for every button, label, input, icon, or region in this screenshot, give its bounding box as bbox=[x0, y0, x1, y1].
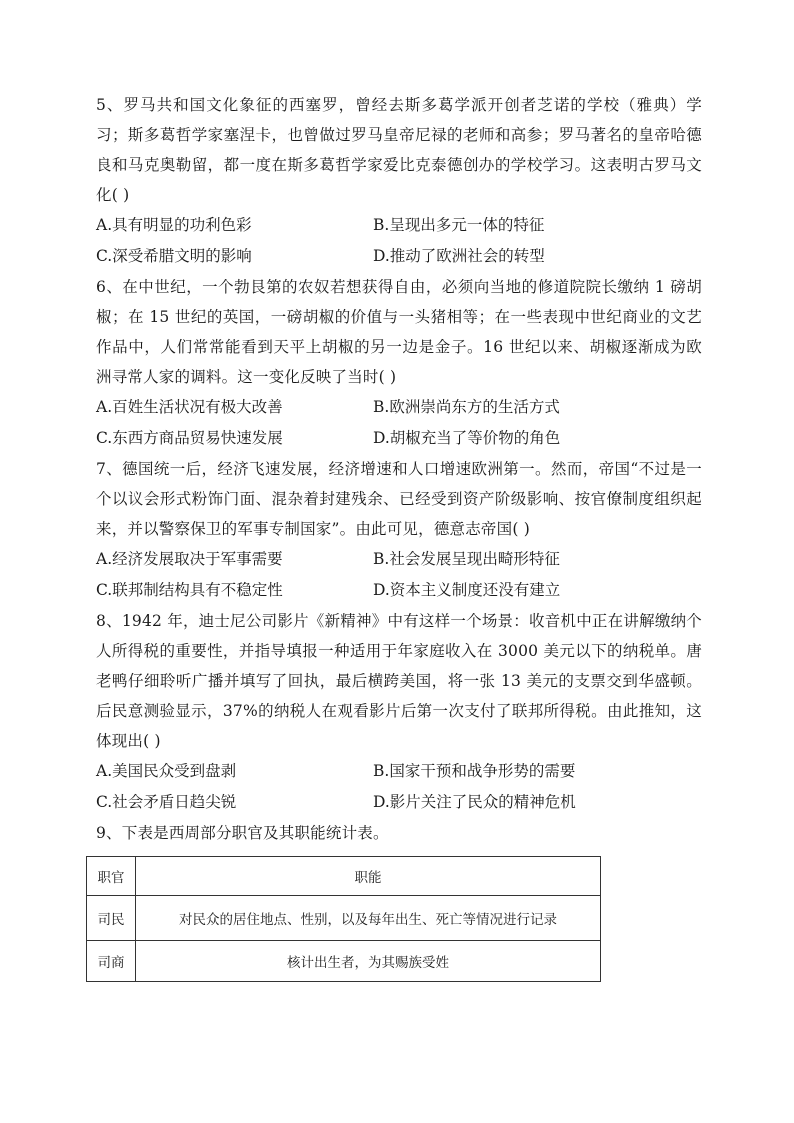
answer-options bbox=[96, 756, 702, 818]
table-header-row bbox=[87, 857, 601, 896]
option-d: D.资本主义制度还没有建立 bbox=[373, 581, 561, 599]
table-row bbox=[87, 896, 601, 941]
option-b: B.社会发展呈现出畸形特征 bbox=[373, 550, 560, 568]
option-c: C.东西方商品贸易快速发展 bbox=[96, 429, 283, 447]
answer-options bbox=[96, 544, 702, 606]
option-b: B.呈现出多元一体的特征 bbox=[373, 216, 545, 234]
question-stem: 9、下表是西周部分职官及其职能统计表。 bbox=[96, 824, 389, 842]
table-cell: 核计出生者，为其赐族受姓 bbox=[136, 941, 601, 982]
option-c: C.社会矛盾日趋尖锐 bbox=[96, 793, 237, 811]
question-stem: 5、罗马共和国文化象征的西塞罗，曾经去斯多葛学派开创者芝诺的学校（雅典）学习；斯多葛哲学家塞涅卡，也曾做过罗马皇帝尼禄的老师和高参；罗马著名的皇帝哈德良和马克奥勒留，都一度在斯多葛哲学家爱比克泰德创办的学校学习。这表明古罗马文化( ) bbox=[96, 96, 702, 204]
question-stem: 6、在中世纪，一个勃艮第的农奴若想获得自由，必须向当地的修道院院长缴纳 1 磅胡椒；在 15 世纪的英国，一磅胡椒的价值与一头猪相等；在一些表现中世纪商业的文艺作品中，人们常常能看到天平上胡椒的另一边是金子。16 世纪以来、胡椒逐渐成为欧洲寻常人家的调料。这一变化反映了当时( ) bbox=[96, 278, 702, 386]
document-page bbox=[96, 90, 702, 982]
question-5 bbox=[96, 90, 702, 272]
question-stem: 7、德国统一后，经济飞速发展，经济增速和人口增速欧洲第一。然而，帝国“不过是一个以议会形式粉饰门面、混杂着封建残余、已经受到资产阶级影响、按官僚制度组织起来，并以警察保卫的军事专制国家”。由此可见，德意志帝国( ) bbox=[96, 460, 702, 538]
table-header: 职官 bbox=[87, 857, 136, 896]
question-6 bbox=[96, 272, 702, 454]
option-c: C.深受希腊文明的影响 bbox=[96, 247, 252, 265]
answer-options bbox=[96, 210, 702, 272]
answer-options bbox=[96, 392, 702, 454]
question-stem: 8、1942 年，迪士尼公司影片《新精神》中有这样一个场景：收音机中正在讲解缴纳个人所得税的重要性，并指导填报一种适用于年家庭收入在 3000 美元以下的纳税单。唐老鸭仔细聆听广播并填写了回执，最后横跨美国，将一张 13 美元的支票交到华盛顿。后民意测验显示，37%的纳税人在观看影片后第一次支付了联邦所得税。由此推知，这体现出( ) bbox=[96, 612, 702, 750]
option-a: A.百姓生活状况有极大改善 bbox=[96, 398, 283, 416]
option-d: D.胡椒充当了等价物的角色 bbox=[373, 429, 561, 447]
table-cell: 司商 bbox=[87, 941, 136, 982]
option-d: D.影片关注了民众的精神危机 bbox=[373, 793, 576, 811]
option-c: C.联邦制结构具有不稳定性 bbox=[96, 581, 283, 599]
officials-table bbox=[86, 856, 601, 982]
option-a: A.经济发展取决于军事需要 bbox=[96, 550, 283, 568]
option-b: B.国家干预和战争形势的需要 bbox=[373, 762, 576, 780]
question-9 bbox=[96, 818, 702, 982]
table-row bbox=[87, 941, 601, 982]
question-8 bbox=[96, 606, 702, 818]
table-header: 职能 bbox=[136, 857, 601, 896]
option-d: D.推动了欧洲社会的转型 bbox=[373, 247, 545, 265]
option-a: A.具有明显的功利色彩 bbox=[96, 216, 252, 234]
table-cell: 对民众的居住地点、性别，以及每年出生、死亡等情况进行记录 bbox=[136, 896, 601, 941]
option-b: B.欧洲崇尚东方的生活方式 bbox=[373, 398, 560, 416]
option-a: A.美国民众受到盘剥 bbox=[96, 762, 237, 780]
table-cell: 司民 bbox=[87, 896, 136, 941]
question-7 bbox=[96, 454, 702, 606]
